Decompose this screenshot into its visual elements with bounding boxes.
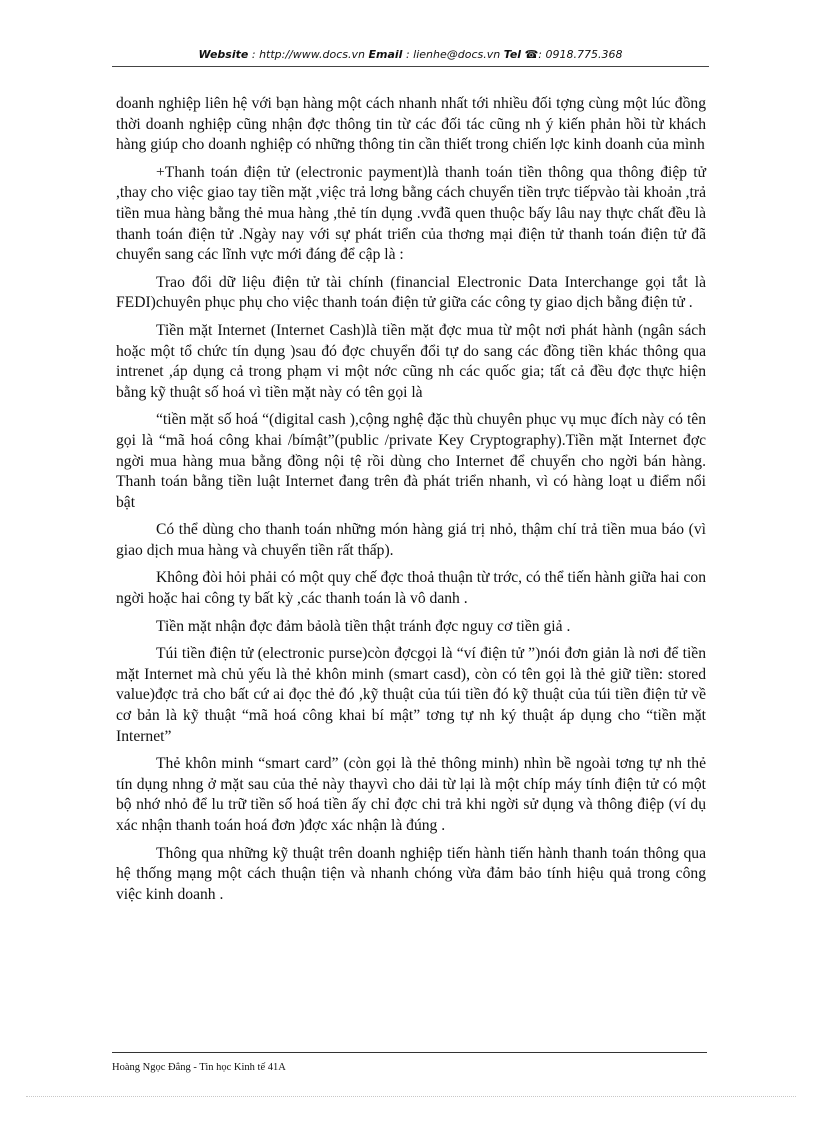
page-header (112, 48, 709, 61)
paragraph: +Thanh toán điện tử (electronic payment)là thanh toán tiền thông qua thông điệp tử ,thay cho việc giao tay tiền mặt ,việc trả lơng bằng cách chuyển tiền trực tiếpvào tài khoản ,trả tiền mua hàng bằng thẻ mua hàng ,thẻ tín dụng .vvđã quen thuộc bấy lâu nay thực chất đều là thanh toán điện tử .Ngày nay với sự phát triển của thơng mại điện tử thanh toán điện tử đã chuyển sang các lĩnh vực mới đáng để cập là : (116, 163, 706, 264)
tel-number: 0918.775.368 (545, 48, 623, 61)
email-address[interactable]: lienhe@docs.vn (413, 48, 501, 61)
page-footer: Hoàng Ngọc Đẳng - Tin học Kinh tế 41A (112, 1062, 286, 1073)
paragraph: Thẻ khôn minh “smart card” (còn gọi là thẻ thông minh) nhìn bề ngoài tơng tự nh thẻ tín dụng nhng ở mặt sau của thẻ này thayvì cho dải từ lại là một chíp máy tính điện tử có một bộ nhớ nhỏ để lu trữ tiền số hoá tiền ấy chỉ đợc chi trả khi ngời sử dụng và thông điệp (ví dụ xác nhận thanh toán hoá đơn )đợc xác nhận là đúng . (116, 755, 706, 834)
email-separator: : (402, 48, 414, 61)
paragraph: Tiền mặt nhận đợc đảm bảolà tiền thật tránh đợc nguy cơ tiền giả . (156, 617, 571, 635)
phone-icon: ☎ (524, 48, 539, 61)
paragraph: “tiền mặt số hoá “(digital cash ),cộng nghệ đặc thù chuyên phục vụ mục đích này có tên gọi là “mã hoá công khai /bímật”(public /private Key Cryptography).Tiền mặt Internet đợc ngời mua hàng mua bằng đồng nội tệ rồi dùng cho Internet để chuyển cho ngời bán hàng. Thanh toán bằng tiền luật Internet đang trên đà phát triển nhanh, vì có hàng loạt u điểm nổi bật (116, 411, 706, 511)
tel-label: Tel (503, 48, 522, 61)
paragraph: Thông qua những kỹ thuật trên doanh nghiệp tiến hành tiến hành thanh toán thông qua hệ thống mạng một cách thuận tiện và nhanh chóng vừa đảm bảo tính hiệu quả trong công việc kinh doanh . (116, 844, 706, 903)
header-divider (112, 66, 709, 67)
paragraph: Có thể dùng cho thanh toán những món hàng giá trị nhỏ, thậm chí trả tiền mua báo (vì giao dịch mua hàng và chuyển tiền rất thấp). (116, 521, 706, 559)
tel-separator: : (538, 48, 546, 61)
document-body (116, 94, 706, 912)
page-edge-dotted-line (26, 1096, 796, 1097)
website-separator: : (248, 48, 260, 61)
paragraph: doanh nghiệp liên hệ với bạn hàng một cách nhanh nhất tới nhiều đối tợng cùng một lúc đồng thời doanh nghiệp cũng nhận đợc thông tin từ các đối tác cũng nh ý kiến phản hồi từ khách hàng giúp cho doanh nghiệp có những thông tin cần thiết trong chiến lợc kinh doanh của mình (116, 95, 706, 154)
website-url[interactable]: http://www.docs.vn (259, 48, 366, 61)
footer-divider (112, 1052, 707, 1053)
email-label: Email (368, 48, 403, 61)
paragraph: Không đòi hỏi phải có một quy chế đợc thoả thuận từ trớc, có thể tiến hành giữa hai con ngời hoặc hai công ty bất kỳ ,các thanh toán là vô danh . (116, 569, 706, 608)
paragraph: Tiền mặt Internet (Internet Cash)là tiền mặt đợc mua từ một nơi phát hành (ngân sách hoặc một tổ chức tín dụng )sau đó đợc chuyển đổi tự do sang các đồng tiền khác thông qua intrenet ,áp dụng cả trong phạm vi một nớc cũng nh các quốc gia; tất cả đều đợc thực hiện bằng kỹ thuật số hoá vì tiền mặt này có tên gọi là (116, 321, 706, 401)
paragraph: Trao đổi dữ liệu điện tử tài chính (financial Electronic Data Interchange gọi tắt là FEDI)chuyên phục phụ cho việc thanh toán điện tử giữa các công ty giao dịch bằng điện tử . (116, 273, 706, 312)
paragraph: Túi tiền điện tử (electronic purse)còn đợcgọi là “ví điện tử ”)nói đơn giản là nơi để tiền mặt Internet mà chủ yếu là thẻ khôn minh (smart casd), còn có tên gọi là thẻ giữ tiền: stored value)đợc trả cho bất cứ ai đọc thẻ đó ,kỹ thuật của túi tiền đó kỹ thuật của túi tiền điện tử về cơ bản là kỹ thuật “mã hoá công khai bí mật” tơng tự nh ký thuật áp dụng cho “tiền mặt Internet” (116, 645, 706, 745)
website-label: Website (198, 48, 249, 61)
